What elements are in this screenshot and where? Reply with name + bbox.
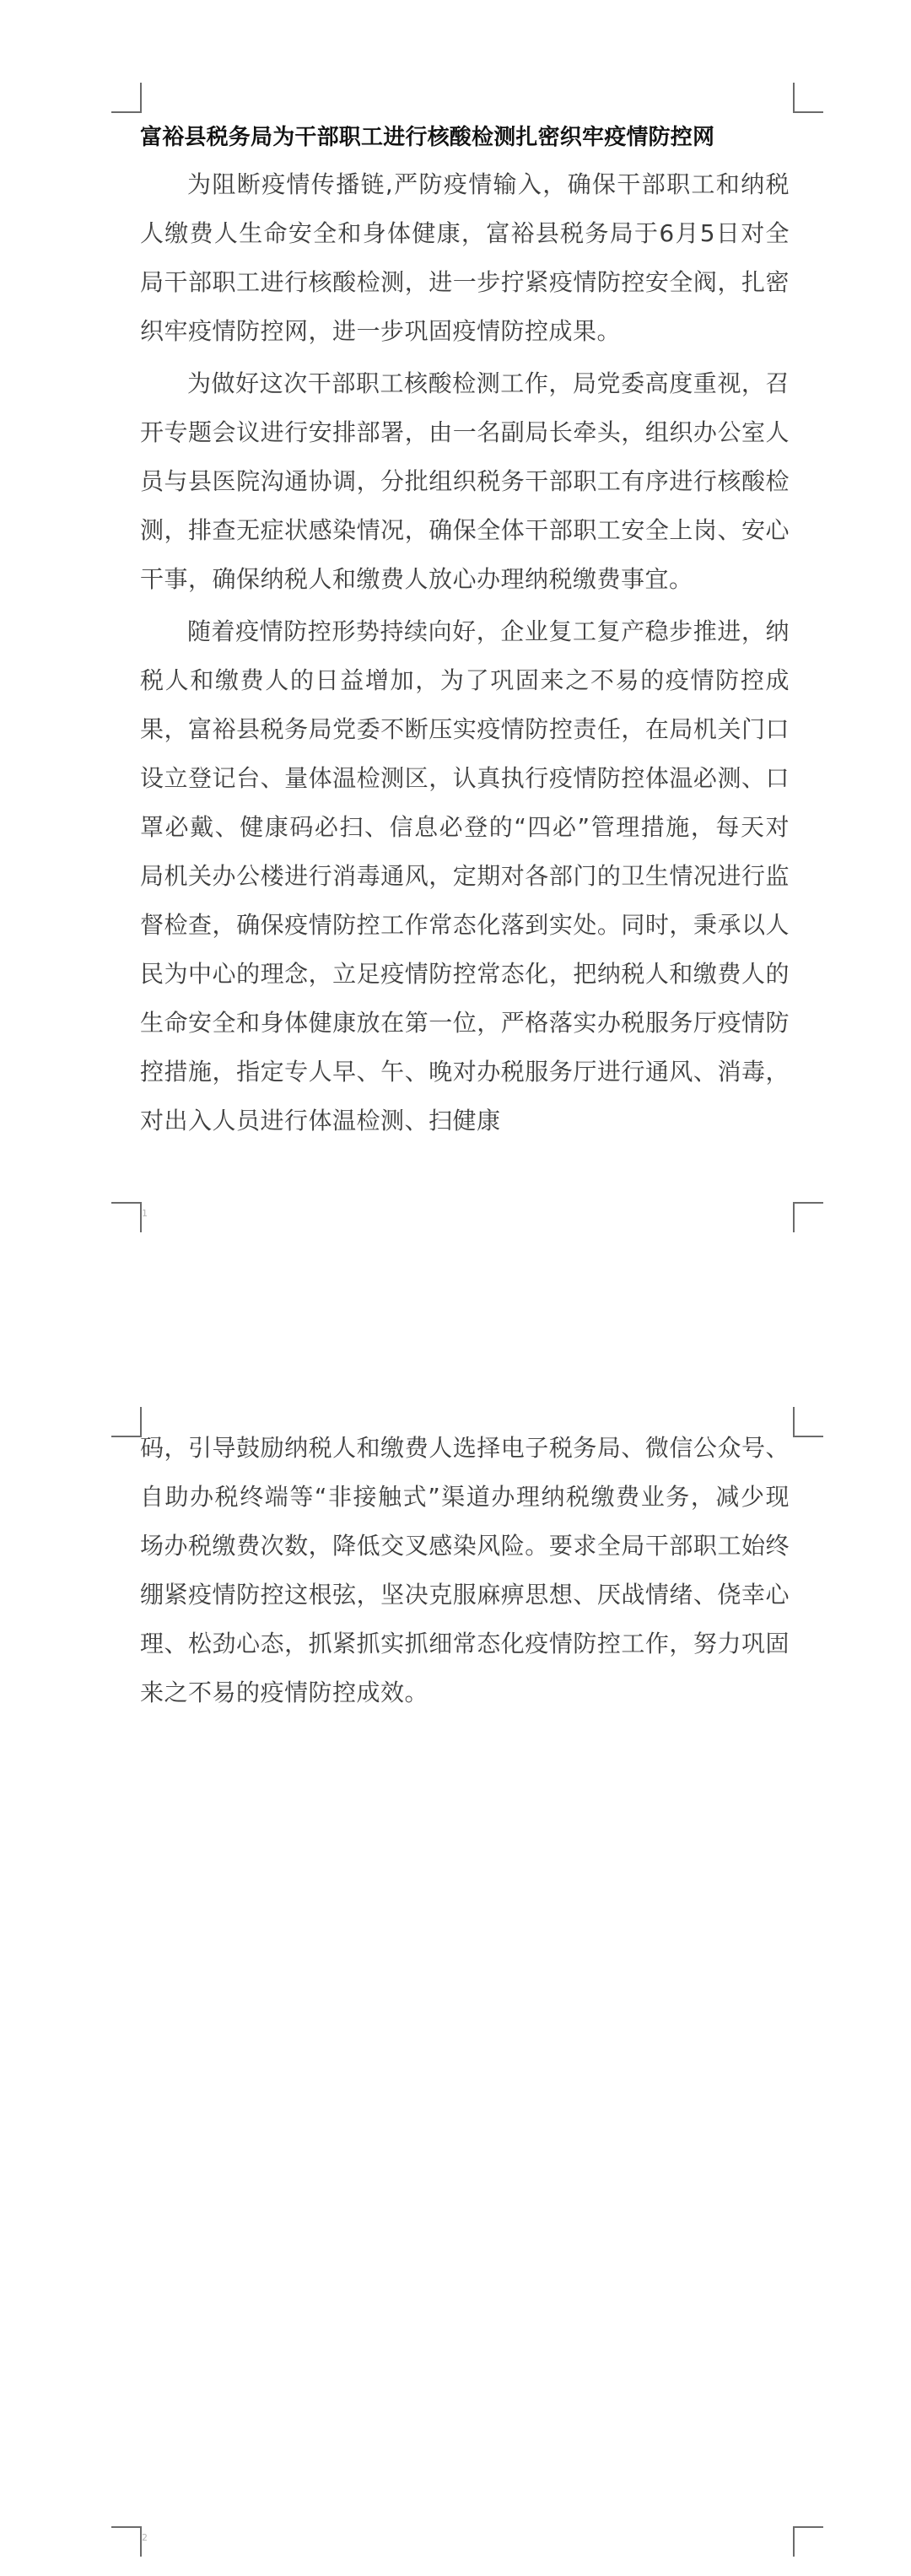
paragraph-2: 为做好这次干部职工核酸检测工作，局党委高度重视，召开专题会议进行安排部署，由一名副局长牵头，组织办公室人员与县医院沟通协调，分批组织税务干部职工有序进行核酸检测，排查无症状感染情况，确保全体干部职工安全上岗、安心干事，确保纳税人和缴费人放心办理纳税缴费事宜。 [140,369,790,593]
crop-mark-top-left [111,83,142,113]
page-2-body [140,1424,790,1717]
crop-mark-bottom-right [793,2526,823,2557]
paragraph-1: 为阻断疫情传播链,严防疫情输入，确保干部职工和纳税人缴费人生命安全和身体健康，富裕县税务局于6月5日对全局干部职工进行核酸检测，进一步拧紧疫情防控安全阀，扎密织牢疫情防控网，进一步巩固疫情防控成果。 [140,170,790,345]
crop-mark-top-left [111,1407,142,1437]
document-title: 富裕县税务局为干部职工进行核酸检测扎密织牢疫情防控网 [140,125,715,150]
crop-mark-top-right [793,1407,823,1437]
page-number: 1 [142,1208,148,1219]
paragraph-3-continued: 码，引导鼓励纳税人和缴费人选择电子税务局、微信公众号、自助办税终端等“非接触式”渠道办理纳税缴费业务，减少现场办税缴费次数，降低交叉感染风险。要求全局干部职工始终绷紧疫情防控这根弦，坚决克服麻痹思想、厌战情绪、侥幸心理、松劲心态，抓紧抓实抓细常态化疫情防控工作，努力巩固来之不易的疫情防控成效。 [140,1434,790,1706]
page-1-body [140,160,790,1145]
crop-mark-bottom-left [111,2526,142,2557]
crop-mark-bottom-right [793,1202,823,1232]
paragraph-3: 随着疫情防控形势持续向好，企业复工复产稳步推进，纳税人和缴费人的日益增加，为了巩固来之不易的疫情防控成果，富裕县税务局党委不断压实疫情防控责任，在局机关门口设立登记台、量体温检测区，认真执行疫情防控体温必测、口罩必戴、健康码必扫、信息必登的“四必”管理措施，每天对局机关办公楼进行消毒通风，定期对各部门的卫生情况进行监督检查，确保疫情防控工作常态化落到实处。同时，秉承以人民为中心的理念，立足疫情防控常态化，把纳税人和缴费人的生命安全和身体健康放在第一位，严格落实办税服务厅疫情防控措施，指定专人早、午、晚对办税服务厅进行通风、消毒，对出入人员进行体温检测、扫健康 [140,617,790,1134]
page-number: 2 [142,2532,148,2543]
crop-mark-top-right [793,83,823,113]
document-page-2 [0,1328,911,2576]
crop-mark-bottom-left [111,1202,142,1232]
